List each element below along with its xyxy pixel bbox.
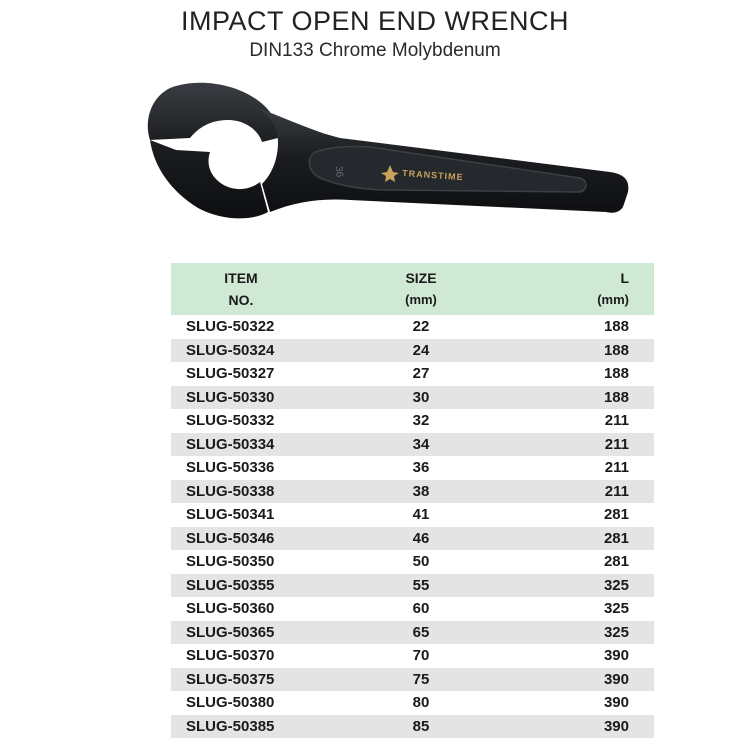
header-item: [171, 263, 351, 315]
item-cell: SLUG-50385: [186, 717, 275, 735]
length-cell: 188: [603, 388, 629, 406]
wrench-product-image: [140, 80, 630, 240]
length-cell: 211: [604, 435, 629, 453]
length-cell: 325: [603, 600, 629, 617]
table-row: [171, 550, 654, 574]
header-size: [351, 263, 491, 315]
table-row: [171, 339, 654, 363]
size-cell: 55: [412, 576, 430, 594]
item-cell: SLUG-50350: [186, 553, 275, 570]
size-cell: 30: [412, 388, 430, 406]
table-row: [171, 644, 654, 668]
table-row: [171, 433, 654, 457]
size-cell: 41: [412, 506, 430, 523]
brand-name: TRANSTIME: [401, 168, 464, 183]
length-cell: 188: [603, 365, 629, 382]
item-cell: SLUG-50365: [186, 623, 275, 641]
table-row: [171, 621, 654, 645]
size-cell: 34: [412, 435, 430, 453]
item-cell: SLUG-50324: [186, 341, 275, 359]
header-size-line1: SIZE: [405, 270, 437, 286]
size-cell: 46: [412, 529, 430, 547]
size-cell: 27: [412, 365, 430, 382]
table-row: [171, 456, 654, 480]
item-cell: SLUG-50332: [186, 412, 275, 429]
item-cell: SLUG-50355: [186, 576, 275, 594]
size-cell: 32: [412, 412, 430, 429]
table-row: [171, 409, 654, 433]
length-cell: 281: [603, 506, 629, 523]
length-cell: 390: [603, 670, 629, 688]
item-cell: SLUG-50322: [186, 318, 275, 335]
length-cell: 281: [603, 553, 629, 570]
item-cell: SLUG-50336: [186, 459, 275, 476]
length-cell: 390: [603, 717, 629, 735]
size-cell: 50: [412, 553, 430, 570]
table-row: [171, 715, 654, 739]
table-row: [171, 668, 654, 692]
item-cell: SLUG-50380: [186, 694, 275, 711]
size-cell: 60: [412, 600, 430, 617]
table-row: [171, 574, 654, 598]
length-cell: 325: [603, 623, 629, 641]
table-row: [171, 691, 654, 715]
item-cell: SLUG-50375: [186, 670, 275, 688]
length-cell: 390: [603, 694, 629, 711]
header-length-line1: L: [620, 270, 629, 286]
table-row: [171, 386, 654, 410]
length-cell: 390: [603, 647, 629, 664]
table-row: [171, 362, 654, 386]
wrench-head: [148, 83, 279, 219]
item-cell: SLUG-50338: [186, 482, 275, 500]
table-row: [171, 597, 654, 621]
item-cell: SLUG-50370: [186, 647, 275, 664]
length-cell: 211: [604, 459, 629, 476]
item-cell: SLUG-50334: [186, 435, 275, 453]
size-cell: 38: [412, 482, 430, 500]
item-cell: SLUG-50346: [186, 529, 275, 547]
length-cell: 188: [603, 318, 629, 335]
size-cell: 22: [412, 318, 430, 335]
size-cell: 75: [412, 670, 430, 688]
size-cell: 36: [412, 459, 430, 476]
wrench-size-stamp: 36: [332, 165, 345, 178]
item-cell: SLUG-50341: [186, 506, 275, 523]
length-cell: 211: [604, 412, 629, 429]
page-subtitle: DIN133 Chrome Molybdenum: [249, 40, 501, 61]
item-cell: SLUG-50327: [186, 365, 275, 382]
header-item-line2: NO.: [228, 292, 254, 308]
header-item-line1: ITEM: [224, 270, 258, 286]
size-cell: 65: [412, 623, 430, 641]
length-cell: 211: [604, 482, 629, 500]
table-row: [171, 527, 654, 551]
size-cell: 85: [412, 717, 430, 735]
header-length: [491, 263, 654, 315]
header-size-line2: (mm): [405, 292, 437, 307]
header-length-line2: (mm): [597, 292, 629, 307]
table-header-row: [171, 263, 654, 315]
table-row: [171, 503, 654, 527]
length-cell: 281: [603, 529, 629, 547]
item-cell: SLUG-50360: [186, 600, 275, 617]
table-row: [171, 480, 654, 504]
spec-table: [171, 263, 654, 738]
length-cell: 188: [603, 341, 629, 359]
size-cell: 70: [412, 647, 430, 664]
size-cell: 24: [412, 341, 430, 359]
page-title: IMPACT OPEN END WRENCH: [180, 6, 570, 36]
item-cell: SLUG-50330: [186, 388, 275, 406]
size-cell: 80: [412, 694, 430, 711]
table-row: [171, 315, 654, 339]
length-cell: 325: [603, 576, 629, 594]
